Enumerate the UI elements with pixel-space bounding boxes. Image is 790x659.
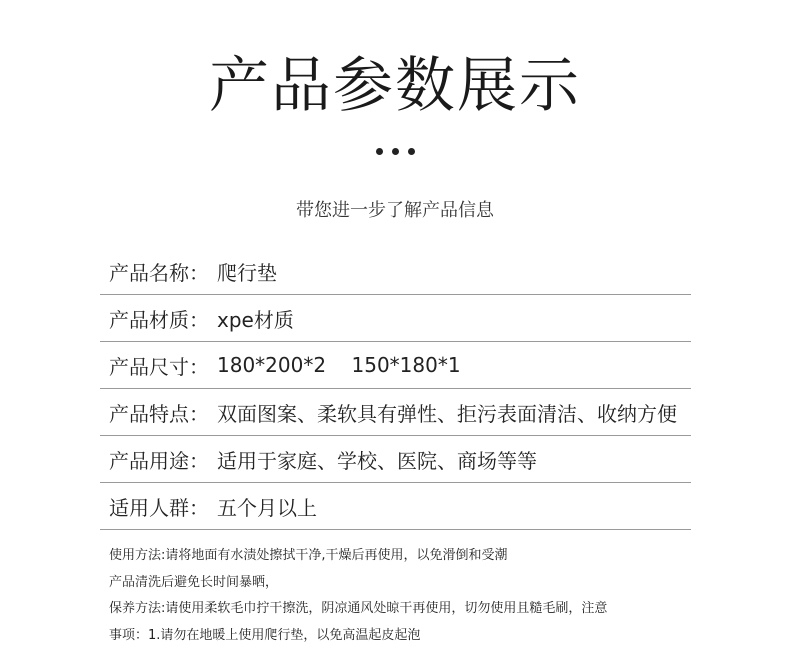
dot-icon xyxy=(392,148,399,155)
note-line: 使用方法:请将地面有水渍处擦拭干净,干燥后再使用，以免滑倒和受潮 xyxy=(109,548,508,563)
params-list xyxy=(100,248,691,530)
dots-divider xyxy=(0,148,790,155)
param-colon: ： xyxy=(189,495,209,520)
param-row-size xyxy=(100,342,691,389)
param-label: 产品材质 xyxy=(109,307,189,332)
param-label: 产品名称 xyxy=(109,260,189,285)
param-label: 产品用途 xyxy=(109,448,189,473)
care-notes xyxy=(109,543,709,649)
param-value: 五个月以上 xyxy=(217,495,317,520)
param-label: 适用人群 xyxy=(109,495,189,520)
param-colon: ： xyxy=(189,448,209,473)
param-row-name xyxy=(100,248,691,295)
param-value: xpe材质 xyxy=(217,307,294,332)
dot-icon xyxy=(408,148,415,155)
param-value: 爬行垫 xyxy=(217,260,277,285)
param-colon: ： xyxy=(189,260,209,285)
page-title: 产品参数展示 xyxy=(209,51,581,121)
param-row-usage xyxy=(100,436,691,483)
dot-icon xyxy=(376,148,383,155)
param-value: 180*200*2 150*180*1 xyxy=(217,353,461,377)
note-line: 事项：1.请勿在地暖上使用爬行垫，以免高温起皮起泡 xyxy=(109,627,421,643)
param-row-material xyxy=(100,295,691,342)
param-colon: ： xyxy=(189,354,209,379)
param-row-audience xyxy=(100,483,691,530)
param-colon: ： xyxy=(189,307,209,332)
param-row-features xyxy=(100,389,691,436)
param-label: 产品特点 xyxy=(109,401,189,426)
note-line: 保养方法:请使用柔软毛巾拧干擦洗，阴凉通风处晾干再使用，切勿使用且糙毛刷，注意 xyxy=(109,601,608,616)
note-line: 产品清洗后避免长时间暴晒， xyxy=(109,574,279,590)
param-label: 产品尺寸 xyxy=(109,354,189,379)
param-value: 双面图案、柔软具有弹性、拒污表面清洁、收纳方便 xyxy=(217,401,677,426)
page-subtitle: 带您进一步了解产品信息 xyxy=(296,200,494,221)
param-value: 适用于家庭、学校、医院、商场等等 xyxy=(217,448,537,473)
param-colon: ： xyxy=(189,401,209,426)
